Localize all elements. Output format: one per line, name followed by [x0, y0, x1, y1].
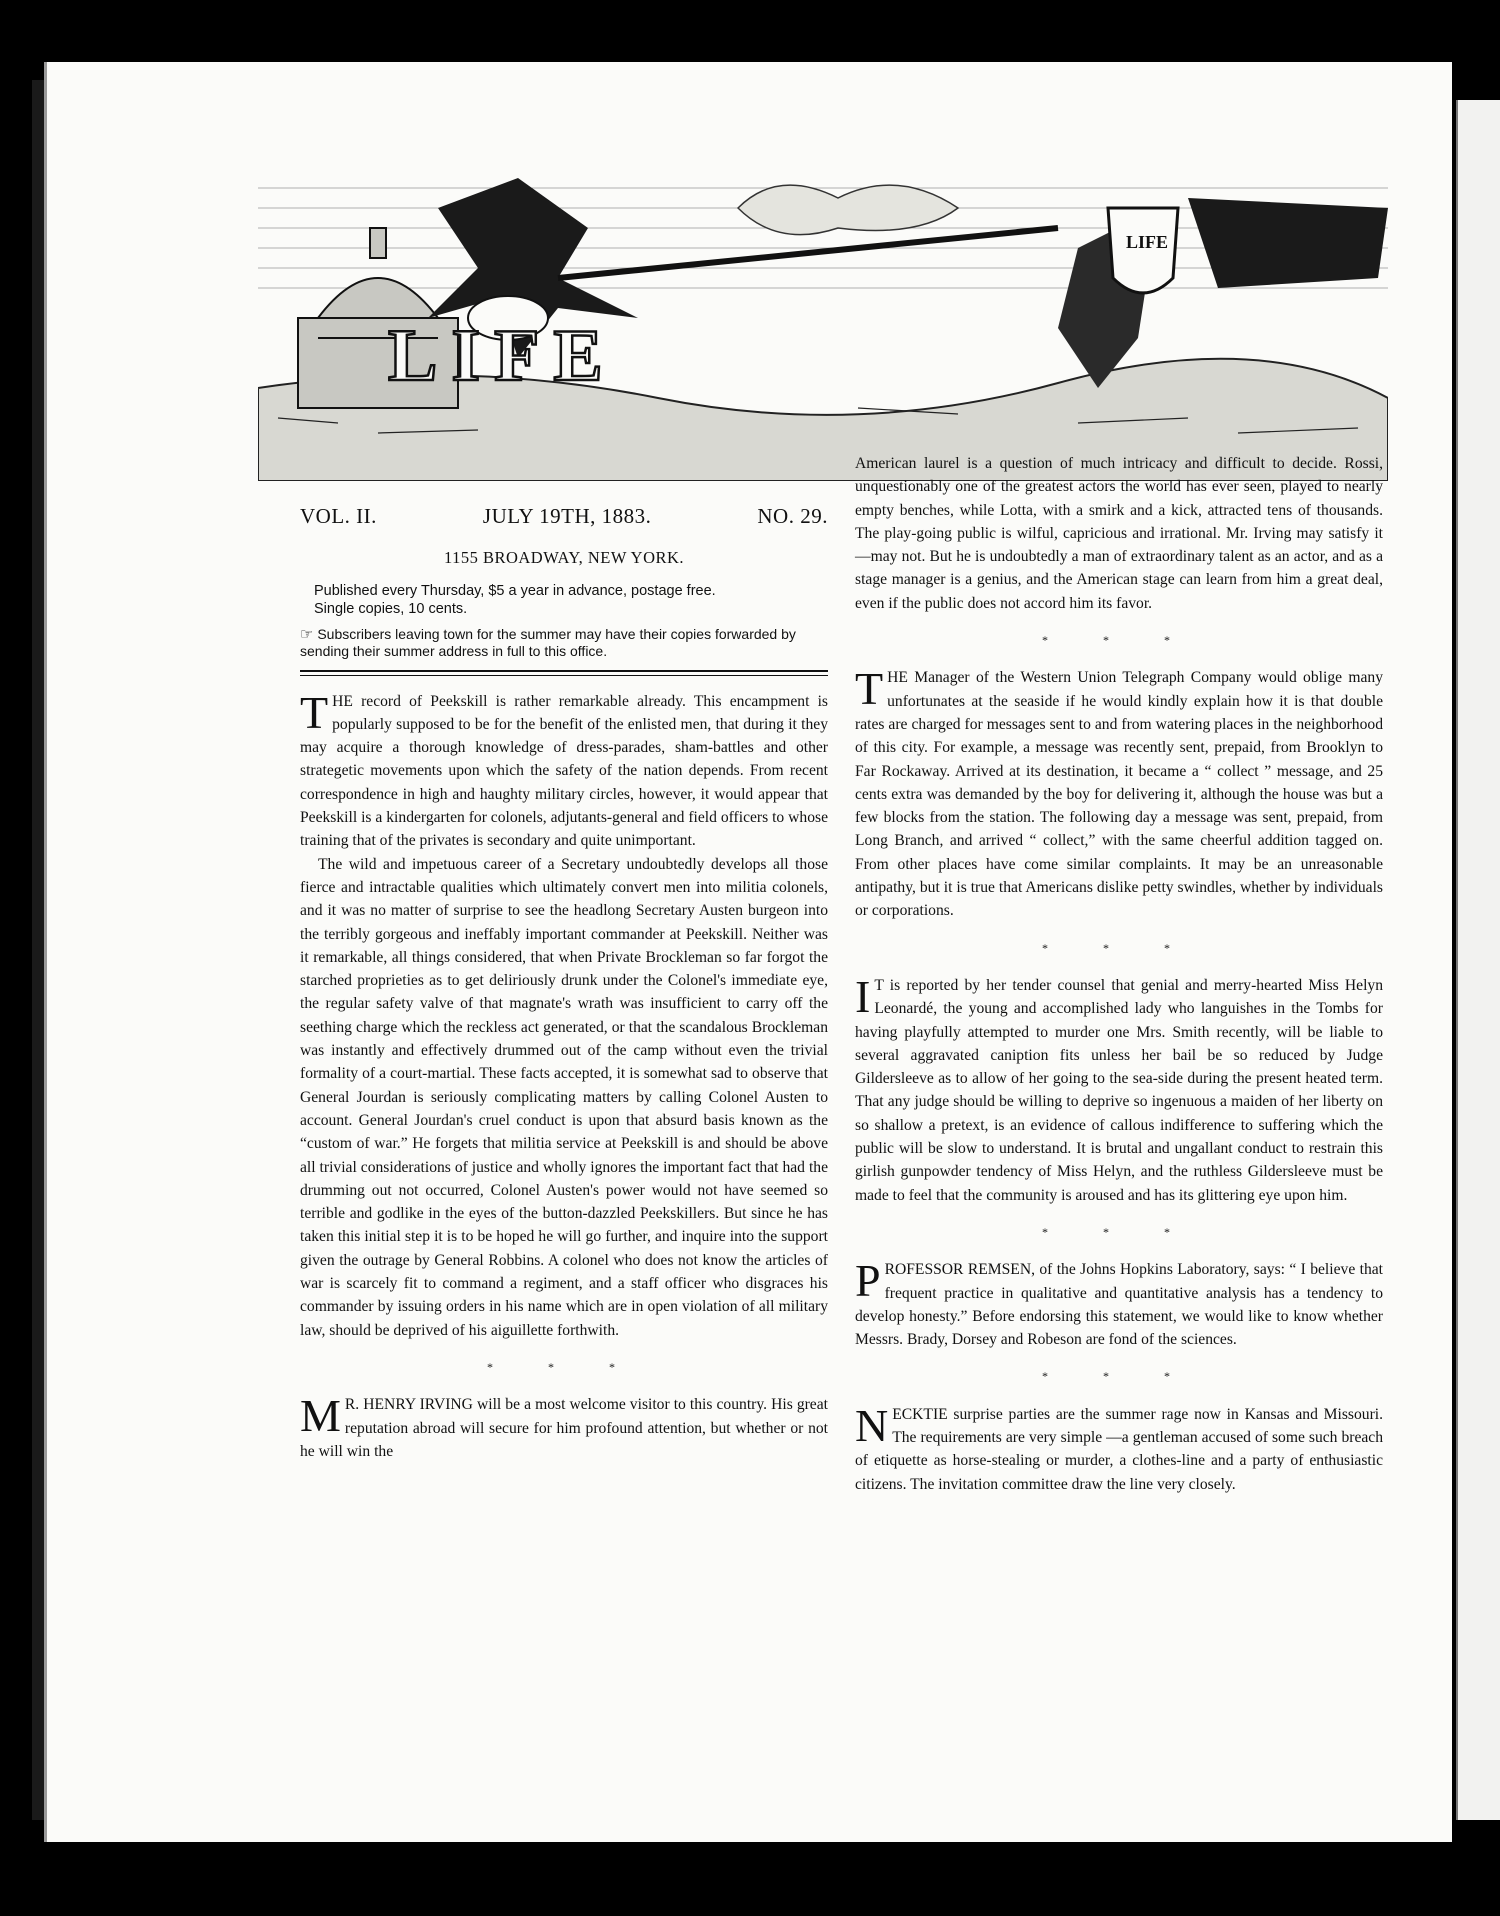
next-page-edge [1456, 100, 1500, 1820]
dropcap: I [855, 970, 871, 1022]
article-telegraph [855, 663, 1383, 922]
volume-label: VOL. II. [300, 504, 377, 528]
right-column [855, 452, 1383, 1496]
issue-line [300, 505, 828, 528]
section-separator: * * * [1042, 1369, 1196, 1384]
article-paragraph: R. HENRY IRVING will be a most welcome visitor to this country. His great reputation abroad will secure for him profound attention, but whether or not he will win the [300, 1396, 828, 1460]
issue-number: NO. 29. [757, 504, 828, 528]
issue-date: JULY 19TH, 1883. [482, 504, 652, 528]
section-separator: * * * [1042, 940, 1196, 955]
article-paragraph: ECKTIE surprise parties are the summer rage now in Kansas and Missouri. The requirements are very simple —a gentleman accused of some such breach of etiquette as horse-stealing or murder, a clothes-line and a party of enthusiastic citizens. The invitation committee draw the line very closely. [855, 1405, 1383, 1493]
masthead-illustration [258, 168, 1388, 481]
article-necktie [855, 1399, 1383, 1496]
masthead-title: LIFE [388, 315, 617, 397]
subscription-line: Published every Thursday, $5 a year in advance, postage free. [314, 582, 716, 599]
left-column [300, 505, 828, 1463]
dropcap: T [300, 686, 329, 738]
article-paragraph: T is reported by her tender counsel that genial and merry-hearted Miss Helyn Leonardé, the young and accomplished lady who languishes in the Tombs for having playfully attempted to murder one Mrs. Smith recently, will be liable to several aggravated caniption fits unless her bail be so reduced by Judge Gildersleeve as to allow of her going to the sea-side during the present heated term. That any judge should be willing to deprive so ingenuous a maiden of her liberty on so shallow a pretext, is an evidence of callous indifference to suffering which the public will be slow to understand. It is brutal and ungallant conduct to restrain this girlish gunpowder tendency of Miss Helyn, and the ruthless Gildersleeve must be made to feel that the community is aroused and has its glittering eye upon him. [855, 976, 1383, 1204]
article-remsen [855, 1255, 1383, 1351]
article-paragraph: The wild and impetuous career of a Secretary undoubtedly develops all those fierce and intractable qualities which ultimately convert men into militia colonels, and it was no matter of surprise to see the headlong Secretary Austen burgeon into the terribly gorgeous and ineffably important commander at Peekskill. Neither was it remarkable, all things considered, that when Private Brockleman so far forgot the starched proprieties as to get deliriously drunk under the Colonel's immediate eye, the regular safety valve of that magnate's wrath was insufficient to carry off the seething charge which the reckless act generated, or that the scandalous Brockleman was instantly and effectively drummed out of the camp without even the trivial formality of a court-martial. These facts accepted, it is somewhat sad to observe that General Jourdan is seriously complicating matters by calling Colonel Austen to account. General Jourdan's cruel conduct is upon that absurd basis known as the “custom of war.” He forgets that militia service at Peekskill is and should be above all trivial considerations of justice and wholly ignores the important fact that had the drumming out not occurred, Colonel Austen's power would not have seemed so terrible and godlike in the eyes of the button-dazzled Peekskillers. But since he has taken this initial step it is to be hoped he will go further, and inquire into the support given the outrage by General Robbins. A colonel who does not know the articles of war is scarcely fit to command a regiment, and a staff officer who disgraces his commander by issuing orders in his name which are in open violation of all military law, should be deprived of his aiguillette forthwith. [300, 855, 828, 1339]
article-leonarde [855, 970, 1383, 1207]
section-separator: * * * [1042, 1224, 1196, 1239]
shield-text: LIFE [1126, 232, 1169, 252]
dropcap: M [300, 1390, 341, 1442]
publication-info [300, 582, 828, 618]
article-paragraph: HE record of Peekskill is rather remarkable already. This encampment is popularly supposed to be for the benefit of the enlisted men, that during it they may acquire a thorough knowledge of dress-parades, sham-battles and other strategetic movements upon which the safety of the nation depends. From recent correspondence in high and haughty military circles, however, it would appear that Peekskill is a kindergarten for colonels, adjutants-general and field officers to whose training that of the privates is secondary and quite unimportant. [300, 692, 828, 850]
summer-notice [300, 626, 828, 660]
section-separator: * * * [487, 1359, 641, 1374]
article-paragraph: ROFESSOR REMSEN, of the Johns Hopkins Laboratory, says: “ I believe that frequent practice in qualitative and quantitative analysis has a tendency to develop honesty.” Before endorsing this statement, we would like to know whether Messrs. Brady, Dorsey and Robeson are fond of the sciences. [855, 1261, 1383, 1349]
article-irving [300, 1390, 828, 1463]
office-address: 1155 BROADWAY, NEW YORK. [443, 548, 685, 568]
single-copy-line: Single copies, 10 cents. [314, 600, 468, 617]
dropcap: P [855, 1255, 881, 1307]
article-paragraph: HE Manager of the Western Union Telegraph Company would oblige many unfortunates at the seaside if he would kindly explain how it is that double rates are charged for messages sent to and from watering places in the neighborhood of this city. For example, a message was recently sent, prepaid, from Brooklyn to Far Rockaway. Arrived at its destination, it became a “ collect ” message, and 25 cents extra was demanded by the boy for delivering it, although the house was but a few blocks from the station. The following day a message was sent, prepaid, from Long Branch, and arrived “ collect,” with the same cheerful addition tagged on. From other places have come similar complaints. It may be an unreasonable antipathy, but it is true that Americans dislike petty swindles, whether by individuals or corporations. [855, 669, 1383, 920]
article-peekskill [300, 686, 828, 1342]
summer-notice-text: Subscribers leaving town for the summer may have their copies forwarded by sending their summer address in full to this office. [300, 625, 796, 659]
section-separator: * * * [1042, 633, 1196, 648]
article-paragraph-continued: American laurel is a question of much intricacy and difficult to decide. Rossi, unquestionably one of the greatest actors the world has ever seen, played to nearly empty benches, while Lotta, with a smirk and a kick, attracted tens of thousands. The play-going public is wilful, capricious and irrational. Mr. Irving may satisfy it—may not. But he is undoubtedly a man of extraordinary talent as an actor, and as a stage manager is a genius, and the American stage can learn from him a great deal, even if the public does not accord him its favor. [855, 455, 1383, 612]
pointing-hand-icon: ☞ [300, 625, 314, 643]
dropcap: T [855, 663, 884, 715]
double-rule-divider [300, 670, 828, 676]
dropcap: N [855, 1399, 889, 1451]
